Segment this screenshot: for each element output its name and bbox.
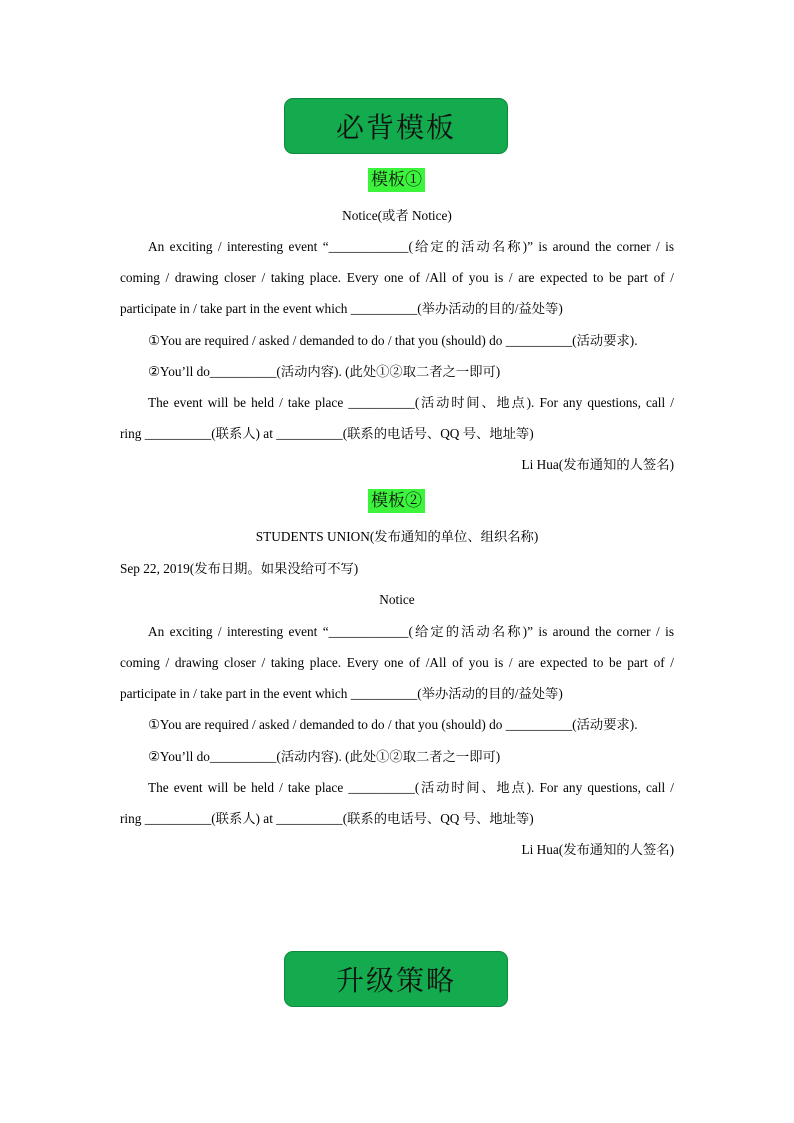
template-2-paragraph-2-line-2: ring __________(联系人) at __________(联系的电话号、QQ 号、地址等) bbox=[120, 811, 534, 826]
template-1-paragraph-1-line-2: coming / drawing closer / taking place. Every one of /All of you is / are expected to be part of / bbox=[120, 270, 674, 285]
template-1-title: Notice(或者 Notice) bbox=[342, 208, 452, 223]
template-1-signature: Li Hua(发布通知的人签名) bbox=[521, 457, 674, 472]
template-2-requirement-option-1: ①You are required / asked / demanded to do / that you (should) do __________(活动要求). bbox=[148, 717, 638, 732]
template-1-paragraph-1-line-3: participate in / take part in the event which __________(举办活动的目的/益处等) bbox=[120, 301, 563, 316]
template-2-paragraph-2-line-1: The event will be held / take place __________(活动时间、地点). For any questions, call / bbox=[148, 780, 674, 795]
template-2-tag: 模板② bbox=[368, 489, 425, 513]
template-2-requirement-option-2: ②You’ll do__________(活动内容). (此处①②取二者之一即可) bbox=[148, 749, 501, 764]
template-2-signature: Li Hua(发布通知的人签名) bbox=[521, 842, 674, 857]
section-banner-must-memorize: 必背模板 bbox=[284, 98, 508, 154]
template-2-paragraph-1-line-1: An exciting / interesting event “____________(给定的活动名称)” is around the corner / is bbox=[148, 624, 674, 639]
template-2-title: Notice bbox=[379, 592, 415, 607]
template-2-paragraph-1-line-3: participate in / take part in the event which __________(举办活动的目的/益处等) bbox=[120, 686, 563, 701]
template-1-tag: 模板① bbox=[368, 168, 425, 192]
template-2-organization: STUDENTS UNION(发布通知的单位、组织名称) bbox=[255, 529, 539, 544]
template-1-requirement-option-1: ①You are required / asked / demanded to do / that you (should) do __________(活动要求). bbox=[148, 333, 638, 348]
template-1-paragraph-2-line-2: ring __________(联系人) at __________(联系的电话号、QQ 号、地址等) bbox=[120, 426, 534, 441]
template-1-paragraph-1-line-1: An exciting / interesting event “____________(给定的活动名称)” is around the corner / is bbox=[148, 239, 674, 254]
template-1-requirement-option-2: ②You’ll do__________(活动内容). (此处①②取二者之一即可) bbox=[148, 364, 501, 379]
template-2-date: Sep 22, 2019(发布日期。如果没给可不写) bbox=[120, 561, 359, 576]
template-2-paragraph-1-line-2: coming / drawing closer / taking place. Every one of /All of you is / are expected to be part of / bbox=[120, 655, 674, 670]
section-banner-upgrade-strategy: 升级策略 bbox=[284, 951, 508, 1007]
template-1-paragraph-2-line-1: The event will be held / take place __________(活动时间、地点). For any questions, call / bbox=[148, 395, 674, 410]
